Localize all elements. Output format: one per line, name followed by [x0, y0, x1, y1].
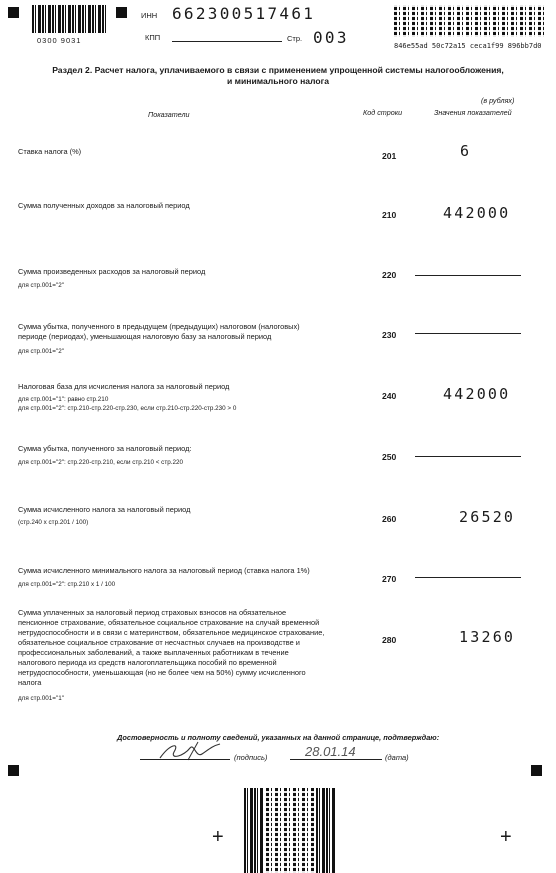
row-230-code: 230 — [382, 330, 397, 340]
date-label: (дата) — [385, 753, 409, 762]
hash-code: 846e55ad 50c72a15 ceca1f99 896bb7d0 — [394, 42, 542, 50]
inn-label: ИНН — [141, 11, 158, 20]
row-280-label-line2: пенсионное страхование, обязательное социальное страхование на случай временной — [18, 618, 320, 627]
row-280-label-line3: нетрудоспособности и в связи с материнством, обязательное медицинское страхование, — [18, 628, 325, 637]
row-280-label-line6: налогового периода из средств налогоплательщика пособий по временной — [18, 658, 277, 667]
signature-line — [140, 759, 230, 760]
top-barcode — [32, 5, 108, 33]
row-280-code: 280 — [382, 635, 397, 645]
row-280-value: 13260 — [459, 628, 516, 646]
plus-mark-right: + — [500, 826, 512, 848]
row-201-value: 6 — [460, 142, 472, 160]
section-title-line2: и минимального налога — [226, 76, 330, 86]
row-280-note: для стр.001="1" — [18, 695, 64, 702]
row-280-label-line5: профессиональных заболеваний, а также выплаченных работникам в течение — [18, 648, 289, 657]
row-280-label-line8: налога — [18, 678, 42, 687]
bottom-barcode-left — [244, 788, 264, 873]
row-270-label: Сумма исчисленного минимального налога за налоговый период (ставка налога 1%) — [18, 566, 310, 575]
row-210-code: 210 — [382, 210, 397, 220]
row-260-label: Сумма исчисленного налога за налоговый период — [18, 505, 191, 514]
signature-label: (подпись) — [234, 753, 268, 762]
row-230-note: для стр.001="2" — [18, 348, 64, 355]
row-260-code: 260 — [382, 514, 397, 524]
row-260-note: (стр.240 х стр.201 / 100) — [18, 519, 89, 526]
corner-marker-bottom-left — [8, 765, 19, 776]
row-230-value-blank — [415, 333, 521, 334]
date-value: 28.01.14 — [305, 744, 356, 759]
row-230-label-line2: периоде (периодах), уменьшающая налоговую базу за налоговый период — [18, 332, 272, 341]
row-260-value: 26520 — [459, 508, 516, 526]
section-title-line1: Раздел 2. Расчет налога, уплачиваемого в связи с применением упрощенной системы налогообложения, — [52, 65, 504, 75]
row-240-note2: для стр.001="2": стр.210-стр.220-стр.230, если стр.210-стр.220-стр.230 > 0 — [18, 405, 237, 412]
row-280-label-line1: Сумма уплаченных за налоговый период страховых взносов на обязательное — [18, 608, 287, 617]
row-240-code: 240 — [382, 391, 397, 401]
row-210-value: 442000 — [443, 204, 511, 222]
row-280-label-line4: обязательное социальное страхование от несчастных случаев на производстве и — [18, 638, 300, 647]
row-201-code: 201 — [382, 151, 397, 161]
corner-marker-top-left — [8, 7, 19, 18]
row-201-label: Ставка налога (%) — [18, 147, 82, 156]
signature — [150, 740, 240, 764]
barcode-number: 0300 9031 — [37, 36, 82, 45]
row-240-value: 442000 — [443, 385, 511, 403]
kpp-blank — [172, 41, 282, 42]
row-250-note: для стр.001="2": стр.220-стр.210, если стр.210 < стр.220 — [18, 459, 183, 466]
row-230-label-line1: Сумма убытка, полученного в предыдущем (предыдущих) налоговом (налоговых) — [18, 322, 300, 331]
units-label: (в рублях) — [481, 96, 515, 105]
col-code: Код строки — [363, 108, 403, 117]
plus-mark-left: + — [212, 826, 224, 848]
bottom-2d-barcode — [266, 788, 314, 873]
bottom-barcode-right — [316, 788, 336, 873]
row-280-label-line7: нетрудоспособности, уменьшающая (но не более чем на 50%) сумму исчисленного — [18, 668, 306, 677]
row-250-value-blank — [415, 456, 521, 457]
corner-marker-bottom-right — [531, 765, 542, 776]
row-220-value-blank — [415, 275, 521, 276]
date-line — [290, 759, 382, 760]
corner-marker-top-right — [116, 7, 127, 18]
row-250-label: Сумма убытка, полученного за налоговый период: — [18, 444, 192, 453]
col-values: Значения показателей — [434, 108, 512, 117]
inn-value: 662300517461 — [172, 4, 316, 23]
row-270-code: 270 — [382, 574, 397, 584]
row-270-note: для стр.001="2": стр.210 х 1 / 100 — [18, 581, 116, 588]
row-220-code: 220 — [382, 270, 397, 280]
row-270-value-blank — [415, 577, 521, 578]
row-220-label: Сумма произведенных расходов за налоговый период — [18, 267, 206, 276]
confirmation-text: Достоверность и полноту сведений, указанных на данной странице, подтверждаю: — [117, 733, 440, 742]
page-label: Стр. — [287, 34, 303, 43]
row-240-label: Налоговая база для исчисления налога за налоговый период — [18, 382, 230, 391]
top-2d-barcode — [394, 5, 544, 37]
row-240-note1: для стр.001="1": равно стр.210 — [18, 396, 109, 403]
col-indicators: Показатели — [148, 110, 190, 119]
page-value: 003 — [313, 28, 349, 47]
row-250-code: 250 — [382, 452, 397, 462]
kpp-label: КПП — [145, 33, 161, 42]
row-220-note: для стр.001="2" — [18, 282, 64, 289]
row-210-label: Сумма полученных доходов за налоговый период — [18, 201, 190, 210]
